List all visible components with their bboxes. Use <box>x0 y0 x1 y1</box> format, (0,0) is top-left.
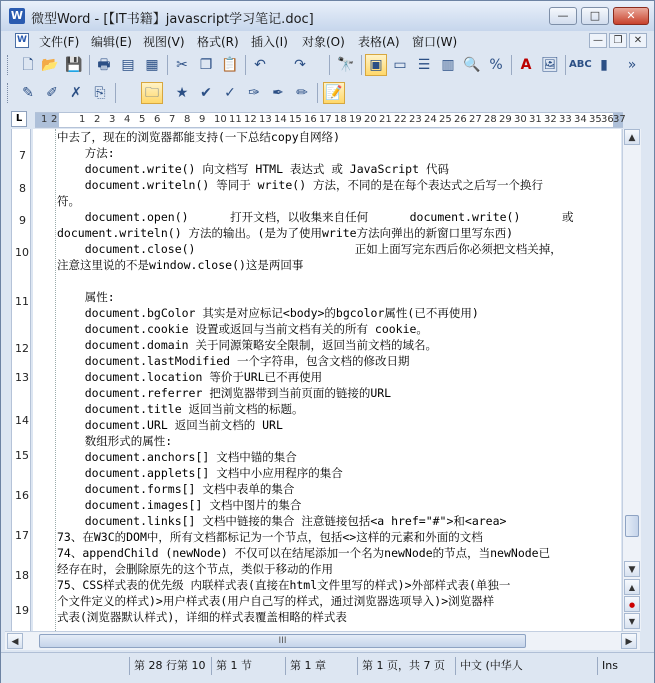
ruler-area <box>5 109 650 129</box>
two-page-view-icon[interactable]: ▥ <box>441 57 455 73</box>
ruler-number: 24 <box>424 114 437 125</box>
print-preview-icon[interactable]: ▦ <box>145 57 159 73</box>
new-icon[interactable]: 🗋 <box>22 57 34 73</box>
ruler-number: 7 <box>169 114 176 125</box>
toolbar-grip[interactable] <box>7 83 11 103</box>
document-line[interactable]: document.lastModified 一个字符串，包含文档的修改日期 <box>57 354 410 368</box>
toolbar-separator <box>115 83 116 103</box>
status-section: 第 1 节 <box>211 657 283 675</box>
find-icon[interactable]: 🔭 <box>337 57 355 73</box>
document-line[interactable]: 数组形式的属性: <box>57 434 173 448</box>
ruler-number: 13 <box>259 114 272 125</box>
vruler-number: 14 <box>15 414 29 427</box>
document-line[interactable]: 符。 <box>57 194 80 208</box>
ruler-number: 1 <box>41 114 48 125</box>
previous-page-button[interactable]: ▲ <box>624 579 640 595</box>
font-color-icon[interactable]: A <box>520 57 532 73</box>
ruler-number: 9 <box>199 114 206 125</box>
word-app-icon: W <box>10 9 24 22</box>
status-chapter: 第 1 章 <box>285 657 355 675</box>
status-page: 第 1 页，共 7 页 <box>357 657 453 675</box>
ruler-number: 15 <box>289 114 302 125</box>
save-icon[interactable]: 💾 <box>65 57 83 73</box>
toolbar-separator <box>329 55 330 75</box>
ruler-number: 2 <box>94 114 101 125</box>
doc-close-button[interactable]: ✕ <box>629 33 647 48</box>
pdf-icon[interactable]: ▤ <box>121 57 135 73</box>
document-line[interactable]: document.domain 关于同源策略安全限制，返回当前文档的域名。 <box>57 338 437 352</box>
spellcheck-icon[interactable]: ABC <box>569 59 592 70</box>
ruler-number: 11 <box>229 114 242 125</box>
document-line[interactable]: 式表(浏览器默认样式)，详细的样式表覆盖相略的样式表 <box>57 610 347 624</box>
document-properties-icon[interactable]: 📝 <box>323 82 345 104</box>
title-bar <box>1 1 654 31</box>
zoom-percent-icon[interactable]: % <box>489 57 503 73</box>
copy-bookmark-icon[interactable]: ⎘ <box>94 85 106 101</box>
horizontal-scrollbar[interactable] <box>5 631 640 650</box>
redo-icon[interactable]: ↷ <box>294 57 306 73</box>
vruler-number: 19 <box>15 604 29 617</box>
ruler-number: 12 <box>244 114 257 125</box>
document-line[interactable]: document.writeln() 等同于 write() 方法，不同的是在每个表达式之后写一个换行 <box>57 178 544 192</box>
undo-icon[interactable]: ↶ <box>254 57 266 73</box>
document-line[interactable]: document.writeln() 方法的输出。(是为了使用write方法向弹出的新窗口里写东西) <box>57 226 514 240</box>
status-line-column: 第 28 行第 10 <box>129 657 209 675</box>
document-line[interactable]: document.images[] 文档中图片的集合 <box>57 498 302 512</box>
status-bar <box>1 652 654 683</box>
vruler-number: 13 <box>15 371 29 384</box>
insert-picture-icon[interactable]: 🖼 <box>541 57 559 73</box>
zoom-icon[interactable]: 🔍 <box>463 57 481 73</box>
print-icon[interactable]: 🖶 <box>97 57 111 73</box>
scroll-left-button[interactable]: ◀ <box>7 633 23 649</box>
toolbar-separator <box>565 55 566 75</box>
active-folder-icon[interactable]: 🗀 <box>141 82 163 104</box>
minimize-button[interactable]: — <box>549 7 577 25</box>
ruler-number: 32 <box>544 114 557 125</box>
ruler-number: 29 <box>499 114 512 125</box>
menu-file[interactable]: 文件(F) <box>39 35 80 49</box>
ruler-number: 23 <box>409 114 422 125</box>
document-line[interactable]: 注意这里说的不是window.close()这是两回事 <box>57 258 304 272</box>
ruler-number: 35 <box>589 114 602 125</box>
ruler-number: 4 <box>124 114 131 125</box>
document-menu-icon[interactable]: W <box>15 33 29 48</box>
vruler-number: 11 <box>15 295 29 308</box>
document-line[interactable]: document.applets[] 文档中小应用程序的集合 <box>57 466 343 480</box>
ruler-number: 27 <box>469 114 482 125</box>
document-line[interactable]: document.location 等价于URL已不再使用 <box>57 370 323 384</box>
mark-icon[interactable]: ✔ <box>200 85 212 101</box>
ruler-number: 20 <box>364 114 377 125</box>
document-line[interactable]: document.links[] 文档中链接的集合 注意链接包括<a href="#">和<area> <box>57 514 507 528</box>
document-line[interactable]: document.forms[] 文档中表单的集合 <box>57 482 295 496</box>
bookmark-toolbar <box>5 79 650 107</box>
ruler-number: 16 <box>304 114 317 125</box>
document-line[interactable]: 73、在W3C的DOM中，所有文档都标记为一个节点，包括<>这样的元素和外面的文档 <box>57 530 483 544</box>
ruler-number: 19 <box>349 114 362 125</box>
vertical-ruler-track <box>11 129 31 631</box>
ruler-number: 31 <box>529 114 542 125</box>
toolbar-separator <box>317 83 318 103</box>
ruler-number: 36 <box>601 114 614 125</box>
vertical-ruler[interactable] <box>5 129 31 631</box>
ruler-number: 1 <box>79 114 86 125</box>
menu-object[interactable]: 对象(O) <box>302 35 345 49</box>
mark-list-icon[interactable]: ✏ <box>296 85 308 101</box>
ruler-number: 25 <box>439 114 452 125</box>
next-page-button[interactable]: ▼ <box>624 613 640 629</box>
mark-next-icon[interactable]: ✓ <box>224 85 236 101</box>
edit-bookmark-icon[interactable]: ✐ <box>46 85 58 101</box>
document-line[interactable]: document.open() 打开文档，以收集来自任何 document.write() 或 <box>57 210 574 224</box>
ruler-number: 14 <box>274 114 287 125</box>
ruler-number: 37 <box>613 114 626 125</box>
document-line[interactable]: 属性: <box>57 290 115 304</box>
ruler-number: 8 <box>184 114 191 125</box>
chart-icon[interactable]: ▮ <box>600 57 608 73</box>
menu-bar <box>5 31 650 51</box>
ruler-number: 34 <box>574 114 587 125</box>
overflow-icon[interactable]: » <box>627 57 637 73</box>
document-line[interactable]: 75、CSS样式表的优先级 内联样式表(直接在html文件里写的样式)>外部样式表(单独一 <box>57 578 511 592</box>
horizontal-ruler[interactable] <box>35 112 626 128</box>
vruler-number: 9 <box>19 214 26 227</box>
horizontal-scroll-thumb[interactable]: III <box>39 634 526 648</box>
menu-insert[interactable]: 插入(I) <box>251 35 288 49</box>
standard-toolbar <box>5 51 650 79</box>
document-line[interactable]: document.write() 向文档写 HTML 表达式 或 JavaScript 代码 <box>57 162 449 176</box>
vruler-number: 16 <box>15 489 29 502</box>
ruler-number: 10 <box>214 114 227 125</box>
document-line[interactable]: document.cookie 设置或返回与当前文档有关的所有 cookie。 <box>57 322 428 336</box>
toolbar-separator <box>511 55 512 75</box>
document-line[interactable]: 个文件定义的样式)>用户样式表(用户自己写的样式，通过浏览器选项导入)>浏览器样 <box>57 594 495 608</box>
vruler-number: 7 <box>19 149 26 162</box>
maximize-button[interactable]: □ <box>581 7 609 25</box>
document-line[interactable]: document.close() 正如上面写完东西后你必须把文档关掉， <box>57 242 562 256</box>
ruler-number: 26 <box>454 114 467 125</box>
status-language: 中文 (中华人 <box>455 657 595 675</box>
bookmark-add-icon[interactable]: ✎ <box>22 85 34 101</box>
vruler-number: 15 <box>15 449 29 462</box>
ruler-number: 5 <box>139 114 146 125</box>
ruler-number: 30 <box>514 114 527 125</box>
mark-clear-icon[interactable]: ✒ <box>272 85 284 101</box>
menu-edit[interactable]: 编辑(E) <box>91 35 132 49</box>
outline-view-icon[interactable]: ☰ <box>417 57 431 73</box>
vruler-number: 17 <box>15 529 29 542</box>
vruler-number: 18 <box>15 569 29 582</box>
ruler-number: 22 <box>394 114 407 125</box>
toolbar-separator <box>167 55 168 75</box>
paste-icon[interactable]: 📋 <box>221 57 239 73</box>
ruler-number: 28 <box>484 114 497 125</box>
doc-restore-button[interactable]: ❐ <box>609 33 627 48</box>
menu-window[interactable]: 窗口(W) <box>412 35 458 49</box>
scroll-down-button[interactable]: ▼ <box>624 561 640 577</box>
toolbar-separator <box>245 55 246 75</box>
vruler-number: 12 <box>15 342 29 355</box>
mark-prev-icon[interactable]: ✑ <box>248 85 260 101</box>
menu-format[interactable]: 格式(R) <box>197 35 239 49</box>
scroll-up-button[interactable]: ▲ <box>624 129 640 145</box>
document-line[interactable]: 经存在时，会删除原先的这个节点，类似于移动的作用 <box>57 562 333 576</box>
page-view-icon[interactable]: ▣ <box>365 54 387 76</box>
vertical-scrollbar[interactable] <box>622 129 641 631</box>
ruler-number: 2 <box>51 114 58 125</box>
ruler-number: 17 <box>319 114 332 125</box>
ruler-number: 3 <box>109 114 116 125</box>
document-line[interactable]: document.anchors[] 文档中锚的集合 <box>57 450 297 464</box>
select-browse-object-button[interactable]: ● <box>624 596 640 612</box>
open-icon[interactable]: 📂 <box>41 57 59 73</box>
document-line[interactable]: document.URL 返回当前文档的 URL <box>57 418 283 432</box>
menu-table[interactable]: 表格(A) <box>358 35 400 49</box>
tab-selector[interactable]: L <box>11 111 27 127</box>
toolbar-separator <box>89 55 90 75</box>
menu-view[interactable]: 视图(V) <box>143 35 185 49</box>
ruler-number: 21 <box>379 114 392 125</box>
toolbar-separator <box>361 55 362 75</box>
ruler-number: 18 <box>334 114 347 125</box>
vruler-number: 10 <box>15 246 29 259</box>
vertical-scroll-thumb[interactable] <box>625 515 639 537</box>
document-line[interactable]: document.bgColor 其实是对应标记<body>的bgcolor属性(已不再使用) <box>57 306 479 320</box>
document-line[interactable]: document.referrer 把浏览器带到当前页面的链接的URL <box>57 386 392 400</box>
star-icon[interactable]: ★ <box>175 85 189 101</box>
normal-view-icon[interactable]: ▭ <box>393 57 407 73</box>
toolbar-grip[interactable] <box>7 55 11 75</box>
document-line[interactable]: document.title 返回当前文档的标题。 <box>57 402 304 416</box>
document-line[interactable]: 方法: <box>57 146 115 160</box>
status-insert-mode[interactable]: Ins <box>597 657 647 675</box>
scroll-right-button[interactable]: ▶ <box>621 633 637 649</box>
ruler-number: 33 <box>559 114 572 125</box>
close-button[interactable]: ✕ <box>613 7 649 25</box>
doc-minimize-button[interactable]: — <box>589 33 607 48</box>
window-title: 微型Word - [【IT书籍】javascript学习笔记.doc] <box>31 12 314 27</box>
document-line[interactable]: 74、appendChild (newNode) 不仅可以在结尾添加一个名为newNode的节点，当newNode已 <box>57 546 551 560</box>
copy-icon[interactable]: ❐ <box>199 57 213 73</box>
delete-bookmark-icon[interactable]: ✗ <box>70 85 82 101</box>
ruler-number: 6 <box>154 114 161 125</box>
document-page[interactable] <box>33 129 621 631</box>
vruler-number: 8 <box>19 182 26 195</box>
cut-icon[interactable]: ✂ <box>176 57 188 73</box>
document-line[interactable]: 中去了，现在的浏览器都能支持(一下总结copy自网络) <box>57 130 341 144</box>
